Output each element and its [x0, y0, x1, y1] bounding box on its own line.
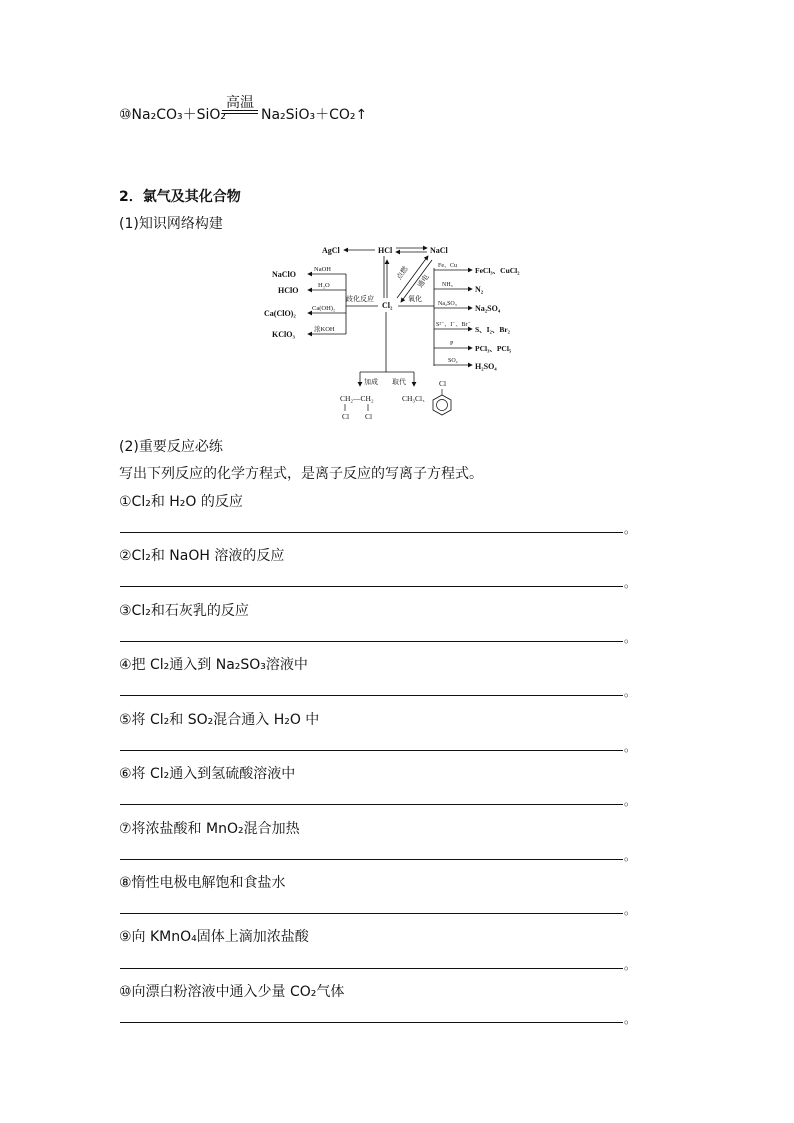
equation-10-double-line-top: [222, 110, 258, 111]
question-6: ⑥将 Cl₂通入到氢硫酸溶液中: [119, 766, 296, 782]
right-product-2: N₂: [475, 285, 484, 294]
equation-10-reactants: ⑩Na₂CO₃＋SiO₂: [119, 107, 227, 123]
equation-10-products: Na₂SiO₃＋CO₂↑: [261, 107, 368, 123]
question-2: ②Cl₂和 NaOH 溶液的反应: [119, 548, 285, 564]
agcl-label: AgCl: [322, 246, 340, 255]
answer-line-4[interactable]: [120, 695, 623, 696]
chlorobenzene-cl: Cl: [439, 379, 447, 388]
answer-line-1[interactable]: [120, 532, 623, 533]
answer-line-8[interactable]: [120, 913, 623, 914]
ch3cl-product: CH₃Cl、: [402, 394, 430, 403]
right-product-6: H₂SO₄: [475, 362, 497, 371]
right-product-5: PCl₃、PCl₅: [475, 344, 512, 353]
benzene-circle-icon: [437, 400, 448, 411]
answer-line-10[interactable]: [120, 1022, 623, 1023]
answer-line-2[interactable]: [120, 586, 623, 587]
answer-end-4: 。: [624, 685, 637, 699]
answer-end-7: 。: [624, 849, 637, 863]
right-reagent-6: SO₂: [448, 358, 458, 364]
equation-10-condition: 高温: [226, 95, 254, 111]
ignite-label: 点燃: [395, 265, 410, 282]
question-8: ⑧惰性电极电解饱和食盐水: [119, 875, 286, 891]
center-cl2: Cl₂: [382, 301, 393, 310]
right-reagent-3: Na₂SO₃: [438, 301, 457, 307]
chlorine-network-diagram: [262, 238, 542, 424]
left-reagent-2: H₂O: [318, 282, 330, 289]
right-product-3: Na₂SO₄: [475, 304, 501, 313]
left-reagent-4: 浓KOH: [314, 326, 335, 333]
answer-end-8: 。: [624, 903, 637, 917]
subsection-network: (1)知识网络构建: [119, 216, 223, 232]
answer-line-5[interactable]: [120, 750, 623, 751]
equation-10-double-line-bottom: [222, 113, 258, 114]
instruction-text: 写出下列反应的化学方程式，是离子反应的写离子方程式。: [119, 466, 483, 482]
question-1: ①Cl₂和 H₂O 的反应: [119, 494, 243, 510]
nacl-label: NaCl: [430, 246, 448, 255]
right-reagent-5: P: [450, 341, 454, 347]
left-product-4: KClO₃: [272, 330, 295, 339]
answer-end-6: 。: [624, 794, 637, 808]
answer-end-1: 。: [624, 522, 637, 536]
right-reagent-2: NH₃: [442, 282, 453, 288]
question-5: ⑤将 Cl₂和 SO₂混合通入 H₂O 中: [119, 712, 320, 728]
answer-line-6[interactable]: [120, 804, 623, 805]
left-product-3: Ca(ClO)₂: [264, 309, 296, 318]
answer-line-3[interactable]: [120, 641, 623, 642]
right-product-4: S、I₂、Br₂: [475, 325, 510, 334]
answer-end-10: 。: [624, 1012, 637, 1026]
answer-end-2: 。: [624, 576, 637, 590]
answer-end-5: 。: [624, 740, 637, 754]
disproportion-label: 歧化反应: [346, 295, 374, 303]
question-10: ⑩向漂白粉溶液中通入少量 CO₂气体: [119, 984, 345, 1000]
right-product-1: FeCl₃、CuCl₂: [475, 266, 520, 275]
question-7: ⑦将浓盐酸和 MnO₂混合加热: [119, 821, 300, 837]
addition-product: CH₂—CH₂: [340, 394, 374, 403]
substitution-label: 取代: [392, 378, 406, 386]
right-reagent-4: S²⁻、I⁻、Br⁻: [436, 322, 471, 328]
left-reagent-3: Ca(OH)₂: [312, 305, 336, 312]
answer-end-9: 。: [624, 958, 637, 972]
left-product-2: HClO: [278, 286, 299, 295]
addition-cl-2: Cl: [365, 412, 373, 421]
answer-end-3: 。: [624, 631, 637, 645]
answer-line-7[interactable]: [120, 859, 623, 860]
question-4: ④把 Cl₂通入到 Na₂SO₃溶液中: [119, 657, 308, 673]
hcl-label: HCl: [378, 246, 393, 255]
subsection-reactions: (2)重要反应必练: [119, 439, 223, 455]
section-title: 2．氯气及其化合物: [119, 189, 241, 205]
left-reagent-1: NaOH: [314, 266, 331, 273]
addition-label: 加成: [364, 378, 378, 386]
question-3: ③Cl₂和石灰乳的反应: [119, 603, 249, 619]
left-product-1: NaClO: [272, 270, 296, 279]
oxidize-label: 氧化: [408, 295, 422, 303]
electrolysis-label: 通电: [416, 273, 431, 290]
answer-line-9[interactable]: [120, 968, 623, 969]
addition-cl-1: Cl: [342, 412, 350, 421]
benzene-ring-icon: [433, 395, 451, 415]
right-reagent-1: Fe、Cu: [438, 263, 458, 269]
question-9: ⑨向 KMnO₄固体上滴加浓盐酸: [119, 929, 309, 945]
